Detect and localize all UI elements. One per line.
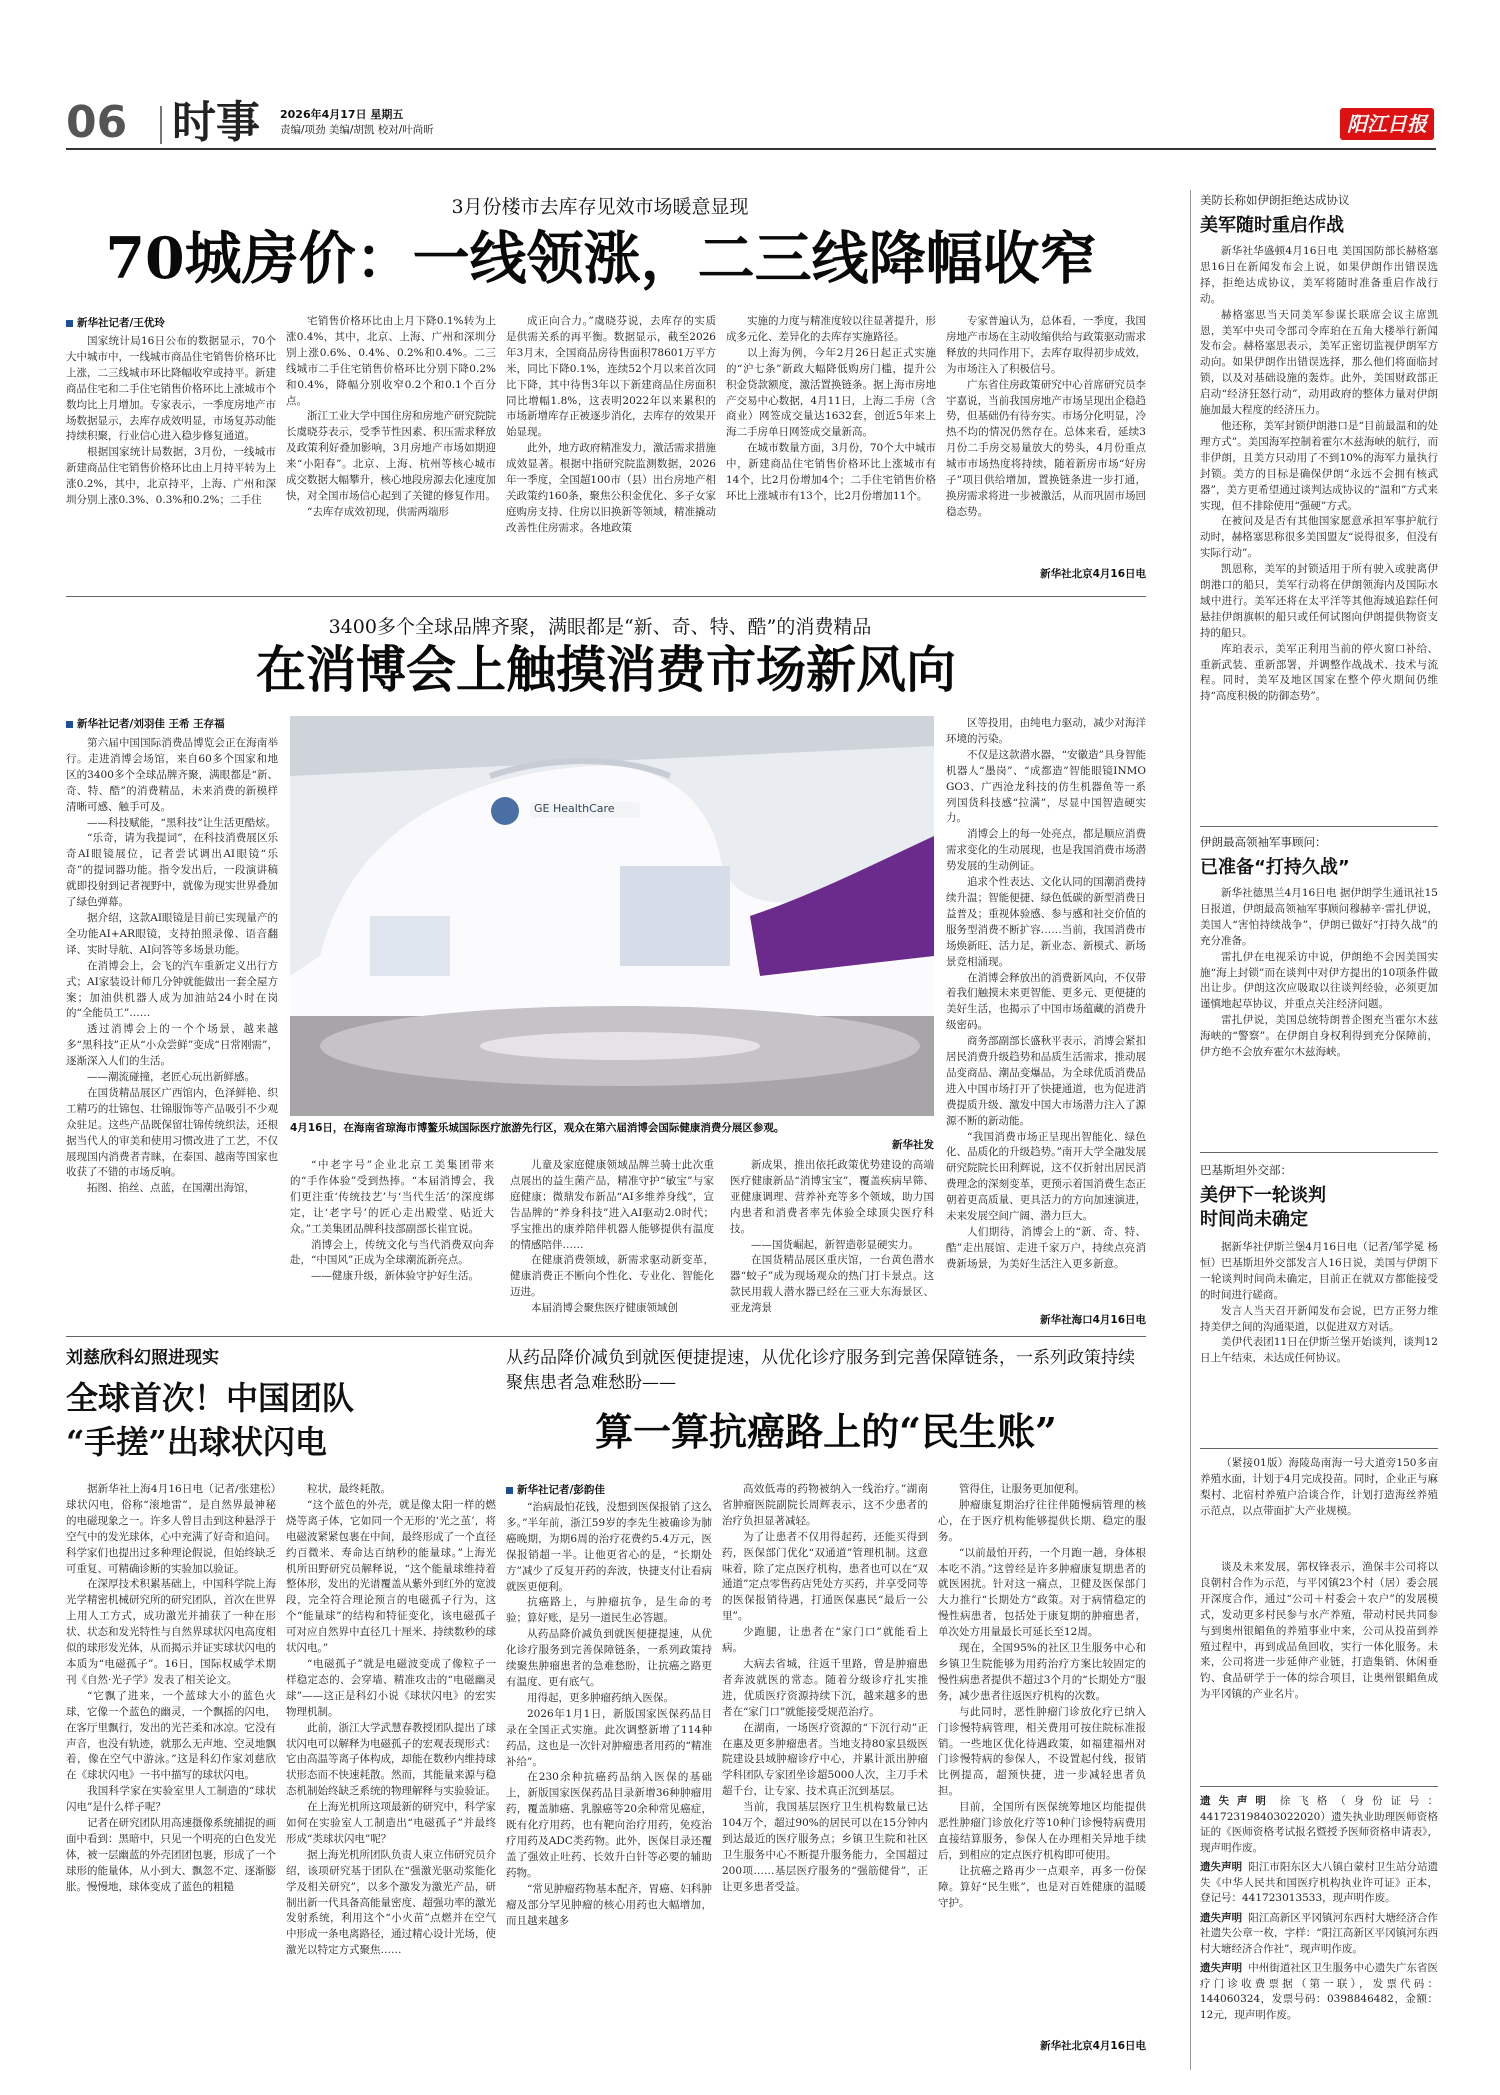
paragraph: “去库存成效初现，供需两端形 <box>307 505 449 518</box>
right-story1-body <box>1200 244 1438 820</box>
right-story1-headline: 美军随时重启作战 <box>1200 215 1344 236</box>
story4-kicker: 从药品降价减负到就医便捷提速，从优化诊疗服务到完善保障链条，一系列政策持续聚焦患者急难愁盼—— <box>506 1348 1135 1393</box>
story4-byline: 新华社记者/彭韵佳 <box>506 1482 706 1498</box>
paragraph: 据介绍，这款AI眼镜是目前已实现量产的全功能AI+AR眼镜，支持拍照录像、语音翻译、实时导航、AI问答等多场景功能。 <box>66 911 278 956</box>
paragraph: 区等投用，由纯电力驱动，减少对海洋环境的污染。 <box>946 717 1146 745</box>
story3-kicker: 刘慈欣科幻照进现实 <box>66 1348 219 1368</box>
paragraph: 在230余种抗癌药品纳入医保的基础上，新版国家医保药品目录新增36种肿瘤用药，覆盖肺癌、乳腺癌等20余种常见癌症，既有化疗用药，也有靶向治疗用药，免疫治疗用药及ADC类药物。此外，医保目录还覆盖了强效止吐药、长效升白针等必要的辅助药物。 <box>506 1771 712 1879</box>
photo-credit: 新华社发 <box>892 1139 934 1151</box>
paragraph: 我国科学家在实验室里人工制造的“球状闪电”是什么样子呢？ <box>66 1785 276 1814</box>
story1-col1 <box>66 334 276 584</box>
masthead-rule <box>66 148 1436 150</box>
paragraph: ——健康升级，新体验守护好生活。 <box>311 1270 479 1283</box>
right-story3-headline-1: 美伊下一轮谈判 <box>1200 1185 1326 1206</box>
paragraph: 现在，全国95%的社区卫生服务中心和乡镇卫生院能够为用药治疗方案比较固定的慢性病患者提供不超过3个月的“长期处方”服务，减少患者往返医疗机构的次数。 <box>938 1642 1146 1702</box>
editors: 责编/项劲 美编/胡凯 校对/叶尚昕 <box>280 124 434 136</box>
expo-photo <box>290 716 934 1116</box>
paragraph: 发言人当天召开新闻发布会说，巴方正努力维持美伊之间的沟通渠道，以促进双方对话。 <box>1200 1304 1438 1333</box>
page-number: 06 <box>66 98 128 148</box>
notice-title: 遗失声明 <box>1200 1962 1243 1974</box>
paragraph: 人们期待，消博会上的“新、奇、特、酷”走出展馆、走进千家万户，持续点亮消费新场景，为美好生活注入更多新意。 <box>946 1226 1146 1270</box>
divider <box>1200 1448 1438 1449</box>
paragraph: “常见肿瘤药物基本配齐，胃癌、妇科肿瘤及部分罕见肿瘤的核心用药也大幅增加，而且越来越多 <box>506 1882 712 1927</box>
paragraph: 据新华社伊斯兰堡4月16日电（记者/邹学冕 杨恒）巴基斯坦外交部发言人16日说，美国与伊朗下一轮谈判时间尚未确定，目前正在就双方都能接受的时间进行磋商。 <box>1200 1241 1438 1301</box>
story1-dateline: 新华社北京4月16日电 <box>1040 568 1146 580</box>
story4-dateline: 新华社北京4月16日电 <box>1040 2040 1146 2052</box>
story2-col5 <box>946 716 1146 1312</box>
paragraph: 抗癌路上，与肿瘤抗争，是生命的考验；算好账，是另一道民生必答题。 <box>506 1596 712 1625</box>
story2-col4 <box>730 1158 934 1328</box>
paragraph: 粒状，最终耗散。 <box>307 1483 391 1495</box>
notice-text: 阳江市阳东区大八镇白蒙村卫生站分站遗失《中华人民共和国医疗机构执业许可证》正本，登记号：441723013533，现声明作废。 <box>1200 1861 1438 1904</box>
paragraph: 根据国家统计局数据，3月份，一线城市新建商品住宅销售价格环比由上月持平转为上涨0.2%，其中，北京持平，上海、广州和深圳分别上涨0.3%、0.3%和0.2%；二手住 <box>66 446 276 507</box>
newspaper-logo: 阳江日报 <box>1340 108 1434 140</box>
paragraph: 赫格塞思当天同美军参谋长联席会议主席凯恩，美军中央司令部司令库珀在五角大楼举行新闻发布会。赫格塞思表示，美军正密切监视伊朗军方动向。如果伊朗作出错误选择，那么他们将面临封锁，以及对基础设施的轰炸。此外，美国财政部正启动“经济狂怒行动”，动用政府的整体力量对伊朗施加最大程度的经济压力。 <box>1200 308 1438 417</box>
story2-col3 <box>510 1158 714 1328</box>
story1-kicker: 3月份楼市去库存见效市场暖意显现 <box>451 196 749 218</box>
paragraph: 雷扎伊在电视采访中说，伊朗绝不会因美国实施“海上封锁”而在谈判中对伊方提出的10项条件做出让步。伊朗这次应吸取以往谈判经验，必须更加谨慎地起草协议，并重点关注经济问题。 <box>1200 950 1438 1011</box>
story3-headline-2: “手搓”出球状闪电 <box>66 1423 327 1461</box>
paragraph: 肿瘤康复期治疗往往伴随慢病管理的核心，在于医疗机构能够提供长期、稳定的服务。 <box>938 1498 1146 1543</box>
paragraph: 在消博会上，会飞的汽车重新定义出行方式；AI家装设计师几分钟就能做出一套全屋方案；加油供机器人成为加油站24小时在岗的“全能员工”…… <box>66 959 278 1020</box>
photo-sign-text: GE HealthCare <box>534 802 615 815</box>
section-title: 时事 <box>172 98 260 148</box>
paragraph: “治病最怕花钱，没想到医保报销了这么多。”半年前，浙江59岁的李先生被确诊为肺癌晚期，为期6周的治疗花费约5.4万元，医保报销超一半。让他更省心的是，“长期处方”减少了反复开药的奔波，快捷支付让看病就医更便利。 <box>506 1501 712 1593</box>
paragraph: “中老字号”企业北京工美集团带来的“手作体验”受到热捧。“本届消博会，我们更注重‘传统技艺’与‘当代生活’的深度绑定，让‘老字号’的匠心走出殿堂、贴近大众。”工美集团品牌科技部副部长崔宜说。 <box>290 1159 494 1235</box>
right-story2-headline: 已准备“打持久战” <box>1200 857 1350 878</box>
paragraph: “我国消费市场正呈现出智能化、绿色化、品质化的升级趋势。”南开大学全融发展研究院院长田利辉说，这不仅折射出居民消费理念的深刻变革，更预示着国消费生态正朝着更高质量、更具活力的方向加速演进，未来发展空间广阔、潜力巨大。 <box>946 1130 1146 1223</box>
paragraph: 在国货精品展区重庆馆，一台黄色潜水器“蛟子”成为现场观众的热门打卡景点。这款民用载人潜水器已经在三亚大东海景区、亚龙湾景 <box>730 1254 934 1315</box>
paragraph: 他还称，美军封锁伊朗港口是“目前最温和的处理方式”。美国海军控制着霍尔木兹海峡的航行，而非伊朗，且美方只动用了不到10%的海军力量执行封锁。美方的目标是确保伊朗“永远不会拥有核武器”，美方更希望通过谈判达成协议的“温和”方式来实现，但不排除使用“强硬”方式。 <box>1200 419 1438 512</box>
expo-photo-illustration <box>290 716 934 1116</box>
paragraph: 新成果，推出依托政策优势建设的高端医疗健康新品“消博宝宝”，覆盖疾病早筛、亚健康调理、营养补充等多个领域，助力国内患者和消费者率先体验全球顶尖医疗科技。 <box>730 1159 934 1235</box>
right-continued-box: （紧接01版）海陵岛南海一号大道旁150多亩养殖水面，计划于4月完成投苗。同时，企业正与麻梨村、北宿村养殖户洽谈合作，计划打造海丝养殖示范点，以点带面扩大产业规模。 <box>1200 1457 1438 1517</box>
story2-dateline: 新华社海口4月16日电 <box>1040 1314 1146 1326</box>
right-story3-kicker: 巴基斯坦外交部： <box>1200 1163 1292 1177</box>
story1-col5 <box>946 314 1146 564</box>
paragraph: 在国货精品展区广西馆内，色泽鲜艳、织工精巧的壮锦包、壮锦服饰等产品吸引不少观众驻足。这些产品既保留壮锦传统织法，还根据当代人的审美和使用习惯改进了工艺，不仅展现国内消费者青睐，在泰国、越南等国家也收获了不错的市场反响。 <box>66 1086 278 1179</box>
paragraph: 以上海为例，今年2月26日起正式实施的“沪七条”新政大幅降低购房门槛，提升公积金贷款额度，激活置换链条。据上海市房地产交易中心数据，4月11日，上海二手房（含商业）网签成交量达1632套，创近5年来上海二手房单日网签成交量新高。 <box>726 346 936 439</box>
story2-kicker: 3400多个全球品牌齐聚，满眼都是“新、奇、特、酷”的消费精品 <box>328 616 872 638</box>
paragraph: 国家统计局16日公布的数据显示，70个大中城市中，一线城市商品住宅销售价格环比上涨，二三线城市环比降幅收窄或持平。新建商品住宅和二手住宅销售价格环比上涨城市个数均比上月增加。专家表示，一季度房地产市场数据显示，去库存成效明显，市场复苏动能持续积聚，行业信心进入稳步修复通道。 <box>66 335 276 443</box>
notices <box>1200 1794 1438 2074</box>
notice-title: 遗失声明 <box>1200 1861 1243 1873</box>
paragraph: 据上海光机所团队负责人束立伟研究员介绍，该项研究基于团队在“强激光驱动浆能化学及相关研究”，以多个激发为激光产品，研制出新一代具备高能量密度、超强功率的激光发射系统，利用这个“小火苗”点燃并在空气中形成一条电离路径，通过精心设计光场，使激光以特定方式聚焦…… <box>286 1848 496 1957</box>
right-story3-headline-2: 时间尚未确定 <box>1200 1209 1308 1230</box>
right-continued-body <box>1200 1560 1438 1780</box>
paragraph: 用得起，更多肿瘤药纳入医保。 <box>527 1691 674 1704</box>
paragraph: 专家普遍认为，总体看，一季度，我国房地产市场在主动收缩供给与政策驱动需求释放的共同作用下，去库存取得初步成效，为市场注入了积极信号。 <box>946 315 1146 375</box>
paragraph: 让抗癌之路再少一点艰辛，再多一份保障。算好“民生账”，也是对百姓健康的温暖守护。 <box>938 1864 1146 1909</box>
paragraph: 在健康消费领域，新需求驱动新变革，健康消费正不断向个性化、专业化、智能化迈进。 <box>510 1254 714 1299</box>
paragraph: 第六届中国国际消费品博览会正在海南举行。走进消博会场馆，来自60多个国家和地区的3400多个全球品牌齐聚，满眼都是“新、奇、特、酷”的消费精品，未来消费的新模样清晰可感、触手可及。 <box>66 737 278 813</box>
paragraph: 大病去省城，往返千里路，曾是肿瘤患者奔波就医的常态。随着分级诊疗扎实推进，优质医疗资源持续下沉，越来越多的患者在“家门口”就能接受规范治疗。 <box>722 1657 928 1718</box>
paragraph: 据新华社上海4月16日电（记者/张建松）球状闪电，俗称“滚地雷”，是自然界最神秘的电磁现象之一。许多人曾目击到这种悬浮于空气中的发光球体，心中充满了好奇和追问。科学家们也提出过多种理论假说，但始终缺乏可重复、可精确诊断的实验加以验证。 <box>66 1483 276 1575</box>
paragraph: 为了让患者不仅用得起药，还能买得到药，医保部门优化“双通道”管理机制。这意味着，除了定点医疗机构，患者也可以在“双通道”定点零售药店凭处方买药，并享受同等的医保报销待遇，打通医保惠民“最后一公里”。 <box>722 1530 928 1623</box>
paragraph: “乐奇，请为我提词”，在科技消费展区乐奇AI眼镜展位，记者尝试调出AI眼镜“乐奇”的提词器功能。指令发出后，一段演讲稿就即投射到记者视野中，就像为现实世界叠加了绿色弹幕。 <box>66 832 278 909</box>
issue-date: 2026年4月17日 星期五 <box>280 108 404 121</box>
paragraph: 商务部副部长盛秋平表示，消博会紧扣居民消费升级趋势和品质生活需求，推动展品变商品、潮品变爆品，为全球优质消费品进入中国市场打开了快捷通道，也为促进消费提质升级、激发中国大市场潜力注入了源源不断的新动能。 <box>946 1035 1146 1127</box>
paragraph: 目前，全国所有医保统筹地区均能提供恶性肿瘤门诊放化疗等10种门诊慢特病费用直接结算服务，参保人在办理相关异地手续后，到相应的定点医疗机构即可使用。 <box>938 1801 1146 1861</box>
paragraph: ——科技赋能，“黑科技”让生活更酷炫。 <box>87 816 277 829</box>
masthead-divider <box>160 106 162 144</box>
story2-headline: 在消博会上触摸消费市场新风向 <box>256 640 956 699</box>
paragraph: 新华社德黑兰4月16日电 据伊朗学生通讯社15日报道，伊朗最高领袖军事顾问穆赫辛·雷扎伊说，美国人“害怕持续战争”，伊朗已做好“打持久战”的充分准备。 <box>1200 887 1438 947</box>
paragraph: 管得住，让服务更加便利。 <box>959 1483 1085 1495</box>
story1-byline: 新华社记者/王优玲 <box>66 315 266 331</box>
paragraph: “以前最怕开药，一个月跑一趟，身体根本吃不消。”这曾经是许多肿瘤康复期患者的就医困扰。针对这一痛点，卫健及医保部门大力推行“长期处方”政策。对于病情稳定的慢性病患者，包括处于康复期的肿瘤患者，单次处方用量最长可延长至12周。 <box>938 1546 1146 1639</box>
paragraph: 儿童及家庭健康领域品牌兰骑士此次重点展出的益生菌产品，精准守护“敏宝”与家庭健康；微鼎发布新品“AI多维养身线”，宣告品牌的“养身科技”进入AI驱动2.0时代；孚宝推出的康养陪伴机器人能够提供有温度的情感陪伴…… <box>510 1159 714 1251</box>
story4-col1 <box>506 1500 712 2052</box>
notice-text: 阳江高新区平冈镇河东西村大塘经济合作社遗失公章一枚，字样：“阳江高新区平冈镇河东西村大塘经济合作社”，现声明作废。 <box>1200 1911 1438 1955</box>
story4-headline: 算一算抗癌路上的“民生账” <box>595 1409 1057 1454</box>
paragraph: 广东省住房政策研究中心首席研究员李宇嘉说，当前我国房地产市场呈现出企稳趋势，但基础仍有待夯实。市场分化明显，冷热不均的情况仍然存在。总体来看，延续3月份二手房交易量放大的势头，4月份重点城市市场热度将持续，随着新房市场“好房子”项目供给增加，置换链条进一步打通，换房需求将进一步被激活，从而巩固市场回稳态势。 <box>946 378 1146 518</box>
story2-col2 <box>290 1158 494 1328</box>
paragraph: 在消博会释放出的消费新风向，不仅带着我们触摸未来更智能、更多元、更便捷的美好生活，也揭示了中国市场蕴藏的消费升级密码。 <box>946 971 1146 1032</box>
story1-col4 <box>726 314 936 584</box>
paragraph: 浙江工业大学中国住房和房地产研究院院长虞晓芬表示，受季节性因素、积压需求释放及政策利好叠加影响，3月房地产市场如期迎来“小阳春”。北京、上海、杭州等核心城市成交数据大幅攀升，核心地段房源去化速度加快，对全国市场信心起到了关键的修复作用。 <box>286 410 496 502</box>
paragraph: 消博会上的每一处亮点，都是顺应消费需求变化的生动展现，也是我国消费市场潜势发展的生动例证。 <box>946 828 1146 873</box>
paragraph: 与此同时，恶性肿瘤门诊放化疗已纳入门诊慢特病管理，相关费用可按住院标准报销。一些地区优化待遇政策，如福建福州对门诊慢特病的参保人，不设置起付线，报销比例提高，超预快捷，进一步减轻患者负担。 <box>938 1705 1146 1798</box>
story1-col2 <box>286 314 496 584</box>
story3-col2 <box>286 1482 496 2052</box>
divider <box>66 596 1146 597</box>
notice-title: 遗失声明 <box>1200 1911 1243 1924</box>
paragraph: “电磁孤子”就是电磁波变成了像粒子一样稳定态的、会穿墙、精准攻击的“电磁幽灵球”——这正是科幻小说《球状闪电》的宏实物理机制。 <box>286 1657 496 1718</box>
right-story2-body <box>1200 886 1438 1146</box>
paragraph: 透过消博会上的一个个场景，越来越多“黑科技”正从“小众尝鲜”变成“日常刚需”，逐渐深入人们的生活。 <box>66 1023 278 1068</box>
story2-byline: 新华社记者/刘羽佳 王希 王存福 <box>66 716 306 732</box>
paragraph: 在上海光机所这项最新的研究中，科学家如何在实验室人工制造出“电磁孤子”并最终形成“类球状闪电”呢？ <box>286 1801 496 1845</box>
divider <box>66 1336 1146 1337</box>
paragraph: 新华社华盛顿4月16日电 美国国防部长赫格塞思16日在新闻发布会上说，如果伊朗作出错误选择，拒绝达成协议，美军将随时准备重启作战行动。 <box>1200 245 1438 305</box>
story2-col1 <box>66 736 278 1328</box>
paragraph: 美伊代表团11日在伊斯兰堡开始谈判，谈判12日上午结束，未达成任何协议。 <box>1200 1336 1438 1365</box>
paragraph: 谈及未来发展，郭权锋表示，渔保丰公司将以良朝村合作为示范，与平冈镇23个村（居）委会展开深度合作，通过“公司＋村委会＋农户”的发展模式，发动更多村民参与水产养殖，带动村民共同参与到奥州银鲳鱼的养殖事业中来，公司从投苗到养殖过程中，再到成品鱼回收，实行一体化服务。未来，公司将进一步延伸产业链，打造集销、休闲垂钓、食品研学于一体的综合项目，让奥州银鲳鱼成为平冈镇的产业名片。 <box>1200 1561 1438 1701</box>
paragraph: 雷扎伊说，美国总统特朗普企图充当霍尔木兹海峡的“警察”。在伊朗自身权利得到充分保障前，伊方绝不会放弃霍尔木兹海峡。 <box>1200 1014 1438 1059</box>
paragraph: 不仅是这款潜水器，“安徽造”具身智能机器人“墨岗”、“成都造”智能眼镜INMO GO3、广西沧龙科技的仿生机器鱼等一系列国货科技感“拉满”，尽显中国智造硬实力。 <box>946 748 1146 825</box>
story1-headline: 70城房价：一线领涨，二三线降幅收窄 <box>105 225 1097 292</box>
paragraph: 在深厚技术积累基础上，中国科学院上海光学精密机械研究所的研究团队，首次在世界上用人工方式，成功激光并捕获了一种在形状、状态和发光特性与自然界球状闪电高度相似的球形发光体，从而揭示并证实球状闪电的本质为“电磁孤子”。16日，国际权威学术期刊《自然·光子学》发表了相关论文。 <box>66 1578 276 1686</box>
story1-col3 <box>506 314 716 584</box>
paragraph: 在湖南，一场医疗资源的“下沉行动”正在惠及更多肿瘤患者。当地支持80家县级医院建设县域肿瘤诊疗中心，并累计派出肿瘤学科团队专家团坐诊超5000人次，主刀手术超千台，让专家、技术真正沉到基层。 <box>722 1721 928 1798</box>
paragraph: 成正向合力。”虞晓芬说，去库存的实质是供需关系的再平衡。数据显示，截至2026年3月末，全国商品房待售面积78601万平方米，同比下降0.1%，连续52个月以来首次同比下降，其中待售3年以下新建商品住房面积同比增幅1.8%，这表明2022年以来累积的市场新增库存正被逐步消化，去库存的效果开始显现。 <box>506 315 716 439</box>
paragraph: ——国货崛起，新智造彰显硬实力。 <box>751 1238 919 1251</box>
paragraph: 库珀表示，美军正利用当前的停火窗口补给、重新武装、重新部署，并调整作战战术、技术与流程。同时，美军及地区国家在整个停火期间仍维持“高度积极的防御态势”。 <box>1200 642 1438 703</box>
notice-item <box>1200 1794 1438 1856</box>
paragraph: 在被问及是否有其他国家愿意承担军事护航行动时，赫格塞思称很多美国盟友“说得很多，但没有实际行动”。 <box>1200 515 1438 560</box>
story3-col1 <box>66 1482 276 2052</box>
paragraph: ——潮流碰撞，老匠心玩出新鲜感。 <box>87 1071 255 1084</box>
paragraph: 在城市数量方面，3月份，70个大中城市中，新建商品住宅销售价格环比上涨城市有14个，比2月份增加4个；二手住宅销售价格环比上涨城市有13个，比2月份增加11个。 <box>726 442 936 502</box>
divider <box>1200 826 1438 827</box>
paragraph: 高效低毒的药物被纳入一线治疗。”湖南省肿瘤医院副院长周辉表示，这不少患者的治疗负担显著减轻。 <box>722 1483 928 1527</box>
story3-headline-1: 全球首次！中国团队 <box>66 1379 355 1417</box>
notice-title: 遗失声明 <box>1200 1795 1274 1807</box>
paragraph: 本届消博会聚焦医疗健康领域创 <box>531 1302 678 1315</box>
paragraph: 少跑腿，让患者在“家门口”就能看上病。 <box>722 1626 928 1655</box>
paragraph: 追求个性表达、文化认同的国潮消费持续升温；智能便捷、绿色低碳的新型消费日益普及；重视体验感、参与感和社交价值的服务型消费不断扩容……当前，我国消费市场焕新旺、活力足，新业态、新模式、新场景竞相涌现。 <box>946 876 1146 968</box>
paragraph: “它飘了进来，一个蓝球大小的蓝色火球，它像一个蓝色的幽灵，一个飘摇的闪电，在客厅里飘行，发出的光芒柔和冰凉。它没有声音，也没有轨迹，就那么无声地、空灵地飘着，像在空气中游泳。”这是科幻作家刘慈欣在《球状闪电》一书中描写的球状闪电。 <box>66 1689 276 1782</box>
notice-text: 徐飞格（身份证号：441723198403022020）遗失执业助理医师资格证的《医师资格考试报名暨授予医师资格申请表》，现声明作废。 <box>1200 1795 1438 1854</box>
paragraph: 实施的力度与精准度较以往显著提升，形成多元化、差异化的去库存实施路径。 <box>726 315 936 343</box>
right-story1-kicker: 美防长称如伊朗拒绝达成协议 <box>1200 193 1350 207</box>
right-story3-body <box>1200 1240 1438 1442</box>
story4-col3 <box>938 1482 1146 2036</box>
notice-text: 中州街道社区卫生服务中心遗失广东省医疗门诊收费票据（第一联），发票代码：144060324，发票号码：0398846482，金额：12元，现声明作废。 <box>1200 1962 1438 2021</box>
notice-item <box>1200 1860 1438 1907</box>
divider <box>1200 1152 1438 1153</box>
paragraph: 记者在研究团队用高速摄像系统捕捉的画面中看到：黑暗中，只见一个明亮的白色发光体，被一层幽蓝的外壳团团包裹，形成了一个球形的能量体，从小到大、飘忽不定、逐渐膨胀。慢慢地，球体变成了蓝色的粗糙 <box>66 1817 276 1893</box>
masthead <box>0 0 1500 150</box>
paragraph: 此外，地方政府精准发力，激活需求措施成效显著。根据中指研究院监测数据，2026年一季度，全国超100市（县）出台房地产相关政策约160条，聚焦公积金优化、多子女家庭购房支持、住房以旧换新等领域，精准撬动改善性住房需求。各地政策 <box>506 442 716 534</box>
right-story2-kicker: 伊朗最高领袖军事顾问： <box>1200 835 1327 849</box>
right-column-rule <box>1190 190 1191 2070</box>
notice-item <box>1200 1961 1438 2023</box>
divider <box>1200 1786 1438 1787</box>
paragraph: “这个蓝色的外壳，就是像太阳一样的燃烧等离子体，它如同一个无形的‘光之茧’，将电磁波紧紧包裹在中间，最终形成了一个直径约百微米、寿命达百纳秒的能量球。”上海光机所田野研究员解释说，“这个能量球维持着整体形，发出的光谱覆盖从紫外到红外的宽波段，完全符合理论预言的电磁孤子行为，这个“能量球”的结构和特征变化，该电磁孤子可对应自然界中直径几十厘米、持续数秒的球状闪电。” <box>286 1498 496 1655</box>
notice-item <box>1200 1911 1438 1958</box>
paragraph: 凯恩称，美军的封锁适用于所有驶入或驶离伊朗港口的船只，美军行动将在伊朗领海内及国际水域中进行。美军还将在太平洋等其他海域追踪任何悬挂伊朗旗帜的船只或任何试图向伊朗提供物资支持的船只。 <box>1200 563 1438 639</box>
paragraph: 当前，我国基层医疗卫生机构数量已达104万个，超过90%的居民可以在15分钟内到达最近的医疗服务点；乡镇卫生院和社区卫生服务中心不断提升服务能力，全国超过200项……基层医疗服务的“强筋健骨”，正让更多患者受益。 <box>722 1801 928 1893</box>
paragraph: 拓图、掐丝、点蓝，在国潮出海馆， <box>87 1182 255 1195</box>
story4-col2 <box>722 1482 928 2052</box>
paragraph: 2026年1月1日，新版国家医保药品目录在全国正式实施。此次调整新增了114种药品，这也是一次针对肿瘤患者用药的“精准补给”。 <box>506 1707 712 1768</box>
paragraph: 消博会上，传统文化与当代消费双向奔赴，“中国风”正成为全球潮流新亮点。 <box>290 1238 494 1267</box>
paragraph: 从药品降价减负到就医便捷提速，从优化诊疗服务到完善保障链条，一系列政策持续聚焦肿瘤患者的急难愁盼，让抗癌之路更有温度、更有底气。 <box>506 1628 712 1688</box>
paragraph: 此前，浙江大学武慧春教授团队提出了球状闪电可以解释为电磁孤子的宏观表现形式：它由高温等离子体构成，却能在数秒内维持球状形态而不快速耗散。然而，其能量来源与稳态机制始终缺乏系统的物理解释与实验验证。 <box>286 1721 496 1798</box>
photo-caption: 4月16日，在海南省琼海市博鳌乐城国际医疗旅游先行区，观众在第六届消博会国际健康消费分展区参观。 <box>290 1122 785 1134</box>
paragraph: 宅销售价格环比由上月下降0.1%转为上涨0.4%，其中，北京、上海、广州和深圳分别上涨0.6%、0.4%、0.2%和0.4%。二三线城市二手住宅销售价格环比分别下降0.2%和0.4%，降幅分别收窄0.2个和0.1个百分点。 <box>286 315 496 407</box>
